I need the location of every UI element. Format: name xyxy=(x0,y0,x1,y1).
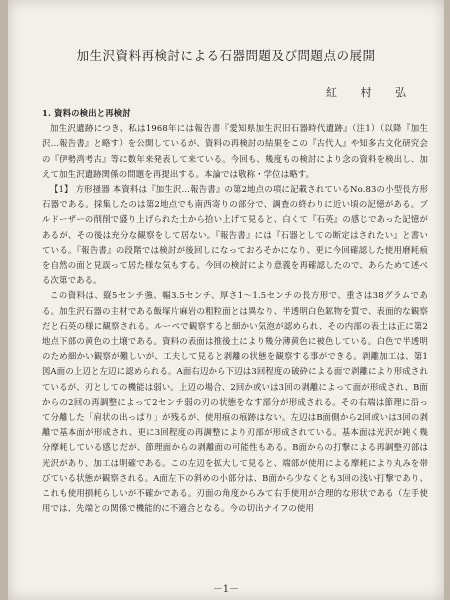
paragraph-description: この資料は、縦5センチ強、幅3.5センチ、厚さ1～1.5センチの長方形で、重さは38グラムである。加生沢石器の主材である飯塚片麻岩の粗粒面とは異なり、半透明白色鉱物を質で、表面的な観察だと石英の様に観察される。ルーペで観察すると細かい気泡が認められ、その内部の表土は正に第2地点下部の黄色の土壌である。資料の表面は推後土により幾分薄黄色に被色している。白色で半透明のため細かい観察が難しいが、工夫して見ると剥離の状態を観察する事ができる。剥離加工は、第1図A面の上辺と左辺に認められる。A面右辺から下辺は3回程度の破砕による面で剥離により形成されているが、刃としての機能は弱い。上辺の場合、2回か或いは3回の剥離によって面が形成され、B面からの2回の再調整によって2センチ弱の刃の状態をなす部分が形成される。その右端は節理に沿って分離した「肩状の出っぱり」が残るが、使用痕の痕跡はない。左辺はB面側から2回或いは3回の剥離で基本面が形成され、更に3回程度の再調整により刃部が形成されている。基本面は光沢が鈍く幾分摩耗している感じだが、節理面からの剥離面の可能性もある。B面からの打撃による再調整刃部は光沢があり、加工は明確である。この左辺を拡大して見ると、端部が使用による摩耗により丸みを帯びている状態が観察される。A面左下の斜めの小部分は、B面から少なくとも3回の浅い打撃であり、これも使用損耗らしいが不確かである。刃面の角度からみて右手使用が合理的な形状である（左手使用では、先端との関係で機能的に不適合となる。今の切出ナイフの使用 xyxy=(42,290,428,514)
document-title: 加生沢資料再検討による石器問題及び問題点の展開 xyxy=(76,48,376,63)
section-heading: 1. 資料の検出と再検討 xyxy=(42,108,131,118)
paragraph-scraper: 【1】 方形掻器 本資料は『加生沢…報告書』の第2地点の項に記載されているNo.83の小型長方形石器である。採集したのは第2地点でも南西寄りの部分で、調査の終わりに近い頃の記憶がある。ブルドーザーの削削で盛り上げられた土から拾い上げて見ると、白くて『石英』の感じであった記憶があるが、その後は充分な観察をして居ない。『報告書』には『石器としての断定はされたい』と書いている。『報告書』の段階では検討が後回しになっておろそかになり、更に今回確認した使用磨耗痕を自然の面と見誤って居た様な気もする。今回の検討により意義を再確認したので、あらためて述べる次第である。 xyxy=(42,184,428,286)
paragraph-intro: 加生沢遺跡につき、私は1968年には報告書『愛知県加生沢旧石器時代遺跡』（注1）（以降『加生沢…報告書』と略す）を公開しているが、資料の再検討の結果をこの『古代人』や知多古文化研究会の『伊勢湾考古』等に数年来発表して来ている。今回も、幾度もの検討により念の資料を検出し、加えて加生沢遺跡関係の問題を再提出する。本論では敬称・学位は略す。 xyxy=(42,123,428,179)
page-number: －1－ xyxy=(212,584,240,595)
author-name: 紅 村 弘 xyxy=(326,86,416,99)
document-body xyxy=(42,106,428,516)
document-page xyxy=(8,0,444,600)
